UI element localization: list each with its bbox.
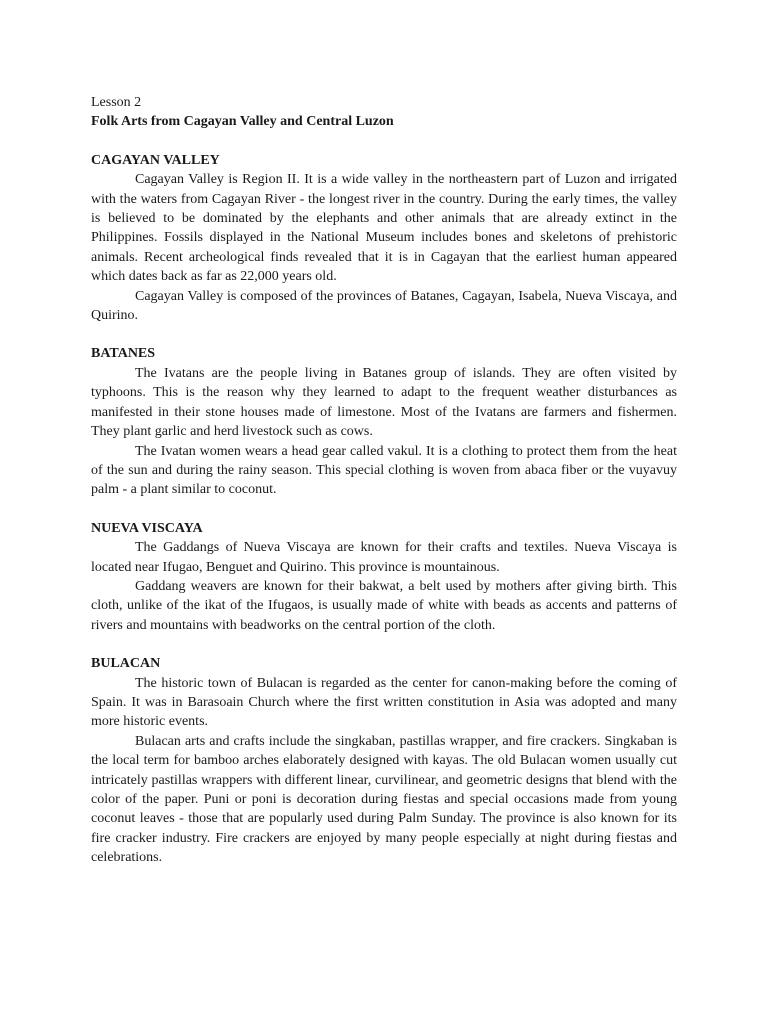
- document-page: [91, 93, 677, 868]
- section-nueva-viscaya: [91, 519, 677, 635]
- paragraph: The historic town of Bulacan is regarded as the center for canon-making before the coming of Spain. It was in Barasoain Church where the first written constitution in Asia was adopted and many more historic events.: [91, 675, 677, 730]
- section-heading: BATANES: [91, 346, 156, 362]
- section-cagayan-valley: [91, 151, 677, 326]
- paragraph: The Ivatan women wears a head gear called vakul. It is a clothing to protect them from the heat of the sun and during the rainy season. This special clothing is woven from abaca fiber or the vuyavuy palm - a plant similar to coconut.: [91, 443, 677, 498]
- lesson-title: Folk Arts from Cagayan Valley and Central Luzon: [91, 114, 394, 130]
- paragraph: Cagayan Valley is composed of the provinces of Batanes, Cagayan, Isabela, Nueva Viscaya, and Quirino.: [91, 288, 677, 324]
- section-heading: BULACAN: [91, 656, 161, 672]
- section-batanes: [91, 344, 677, 499]
- section-bulacan: [91, 654, 677, 867]
- paragraph: Cagayan Valley is Region II. It is a wide valley in the northeastern part of Luzon and irrigated with the waters from Cagayan River - the longest river in the country. During the early times, the valley is believed to be dominated by the elephants and other animals that are already extinct in the Philippines. Fossils displayed in the National Museum includes bones and skeletons of prehistoric animals. Recent archeological finds revealed that it is in Cagayan that the earliest human appeared which dates back as far as 22,000 years old.: [91, 172, 677, 285]
- section-heading: NUEVA VISCAYA: [91, 520, 203, 536]
- paragraph: The Ivatans are the people living in Batanes group of islands. They are often visited by typhoons. This is the reason why they learned to adapt to the frequent weather disturbances as manifested in their stone houses made of limestone. Most of the Ivatans are farmers and fishermen. They plant garlic and herd livestock such as cows.: [91, 365, 677, 440]
- paragraph: The Gaddangs of Nueva Viscaya are known for their crafts and textiles. Nueva Viscaya is located near Ifugao, Benguet and Quirino. This province is mountainous.: [91, 540, 677, 575]
- paragraph: Gaddang weavers are known for their bakwat, a belt used by mothers after giving birth. This cloth, unlike of the ikat of the Ifugaos, is usually made of white with beads as accents and patterns of rivers and mountains with beadworks on the central portion of the cloth.: [91, 578, 677, 633]
- section-heading: CAGAYAN VALLEY: [91, 152, 220, 168]
- paragraph: Bulacan arts and crafts include the singkaban, pastillas wrapper, and fire crackers. Singkaban is the local term for bamboo arches elaborately designed with kayas. The old Bulacan women usually cut intricately pastillas wrappers with different linear, curvilinear, and geometric designs that blend with the color of the paper. Puni or poni is decoration during fiestas and special occasions made from young coconut leaves - those that are popularly used during Palm Sunday. The province is also known for its fire cracker industry. Fire crackers are enjoyed by many people especially at night during fiestas and celebrations.: [91, 733, 677, 866]
- lesson-label: Lesson 2: [91, 95, 142, 110]
